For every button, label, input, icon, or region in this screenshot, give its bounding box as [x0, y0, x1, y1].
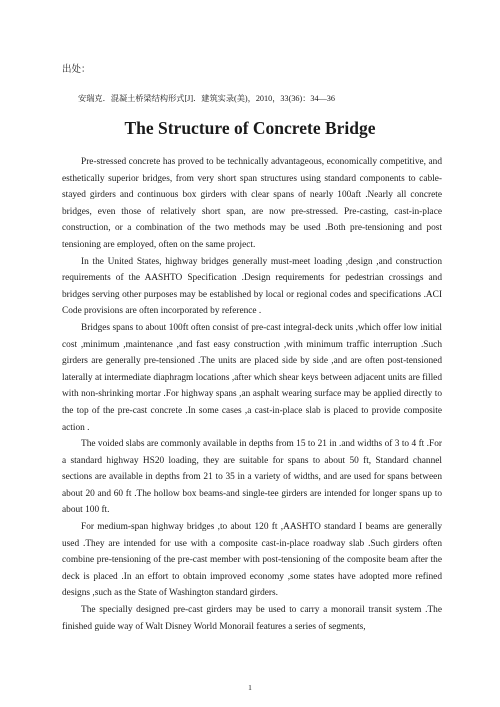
paragraph: The voided slabs are commonly available in depths from 15 to 21 in .and widths of 3 to 4 ft .For a standard highway HS20 loading, they are suitable for spans to about 50 ft, Standard channel sections are available in depths from 21 to 35 in a variety of widths, and are used for spans between about 20 and 60 ft .The hollow box beams-and single-tee girders are intended for longer spans up to about 100 ft. — [62, 439, 442, 516]
paragraph: Bridges spans to about 100ft often consist of pre-cast integral-deck units ,which offer low initial cost ,minimum ,maintenance ,and fast easy construction ,with minimum traffic interruption .Such girders are generally pre-tensioned .The units are placed side by side ,and are often post-tensioned laterally at intermediate diaphragm locations ,after which shear keys between adjacent units are filled with non-shrinking mortar .For highway spans ,an asphalt wearing surface may be applied directly to the top of the pre-cast concrete .In some cases ,a cast-in-place slab is placed to provide composite action . — [62, 322, 442, 433]
source-label: 出处： — [62, 65, 91, 75]
paragraph: In the United States, highway bridges generally must-meet loading ,design ,and construction requirements of the AASHTO Specification .Design requirements for pedestrian crossings and bridges serving other purposes may be established by local or regional codes and specifications .ACI Code provisions are often incorporated by reference . — [62, 256, 442, 317]
citation: 安瑞克．混凝土桥梁结构形式[J]．建筑实录(美)，2010，33(36)：34—36 — [78, 94, 335, 103]
paragraph: For medium-span highway bridges ,to about 120 ft ,AASHTO standard I beams are generally used .They are intended for use with a composite cast-in-place roadway slab .Such girders often combine pre-tensioning of the pre-cast member with post-tensioning of the composite beam after the deck is placed .In an effort to obtain improved economy ,some states have adopted more refined designs ,such as the State of Washington standard girders. — [62, 522, 442, 599]
paragraph: The specially designed pre-cast girders may be used to carry a monorail transit system .The finished guide way of Walt Disney World Monorail features a series of segments, — [62, 605, 442, 632]
page-number: 1 — [248, 683, 252, 692]
paragraph: Pre-stressed concrete has proved to be technically advantageous, economically competitive, and esthetically superior bridges, from very short span structures using standard components to cable-stayed girders and continuous box girders with clear spans of nearly 100aft .Nearly all concrete bridges, even those of relatively short span, are now pre-stressed. Pre-casting, cast-in-place construction, or a combination of the two methods may be used .Both pre-tensioning and post tensioning are employed, often on the same project. — [62, 157, 442, 250]
document-title: The Structure of Concrete Bridge — [124, 118, 376, 138]
document-body — [62, 154, 442, 635]
